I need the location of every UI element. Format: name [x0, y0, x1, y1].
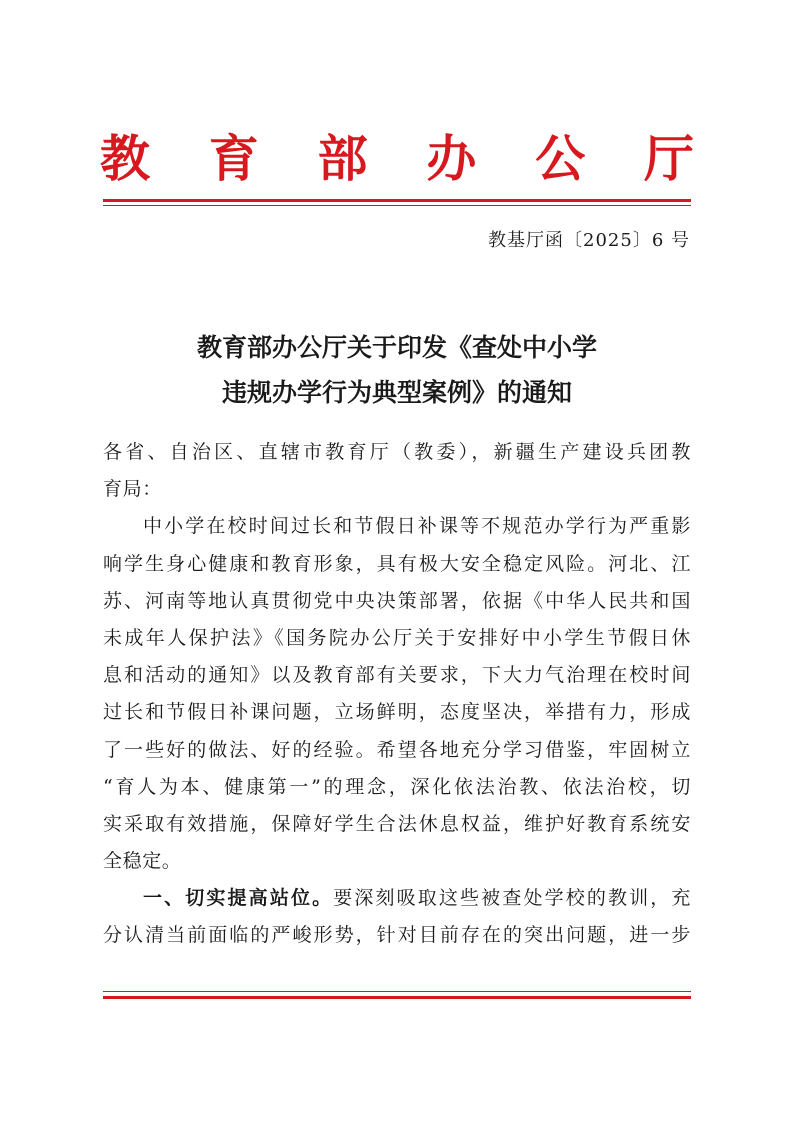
org-char: 育 — [208, 129, 259, 188]
footer-rule-thin — [103, 991, 691, 992]
document-title — [103, 325, 691, 415]
section-text: 要深刻吸取这些被查处学校的教训，充 — [333, 887, 692, 910]
issuing-authority-title — [100, 128, 694, 190]
header-rule-thick — [103, 199, 691, 202]
paragraph-line: 未成年人保护法》《国务院办公厅关于安排好中小学生节假日休 — [103, 626, 691, 649]
title-line-1: 教育部办公厅关于印发《查处中小学 — [196, 333, 597, 362]
document-number: 教基厅函〔2025〕6 号 — [488, 230, 690, 251]
paragraph-line: 分认清当前面临的严峻形势，针对目前存在的突出问题，进一步 — [103, 924, 691, 947]
section-line — [103, 880, 691, 917]
section-heading: 一、切实提高站位。 — [143, 887, 334, 910]
org-char: 公 — [535, 129, 586, 188]
org-char: 厅 — [643, 129, 694, 188]
paragraph-line: 实采取有效措施，保障好学生合法休息权益，维护好教育系统安 — [103, 812, 691, 835]
org-char: 教 — [100, 129, 150, 188]
org-char: 部 — [317, 129, 368, 188]
footer-rule-thick — [103, 996, 691, 999]
paragraph-line: 全稳定。 — [103, 850, 182, 873]
paragraph-line: 了一些好的做法、好的经验。希望各地充分学习借鉴，牢固树立 — [103, 738, 691, 761]
paragraph-line: 过长和节假日补课问题，立场鲜明，态度坚决，举措有力，形成 — [103, 701, 691, 724]
paragraph-line: “育人为本、健康第一”的理念，深化依法治教、依法治校，切 — [103, 775, 691, 798]
paragraph-line: 苏、河南等地认真贯彻党中央决策部署，依据《中华人民共和国 — [103, 589, 691, 612]
paragraph-line: 中小学在校时间过长和节假日补课等不规范办学行为严重影 — [143, 515, 691, 538]
paragraph-line: 响学生身心健康和教育形象，具有极大安全稳定风险。河北、江 — [103, 552, 691, 575]
header-rule-thin — [103, 205, 691, 206]
addressee-line: 各省、自治区、直辖市教育厅（教委），新疆生产建设兵团教 — [103, 441, 691, 463]
addressee-line: 育局： — [103, 478, 162, 501]
title-line-2: 违规办学行为典型案例》的通知 — [221, 378, 572, 407]
document-body — [103, 434, 691, 955]
org-char: 办 — [426, 129, 477, 188]
paragraph-line: 息和活动的通知》以及教育部有关要求，下大力气治理在校时间 — [103, 664, 691, 687]
